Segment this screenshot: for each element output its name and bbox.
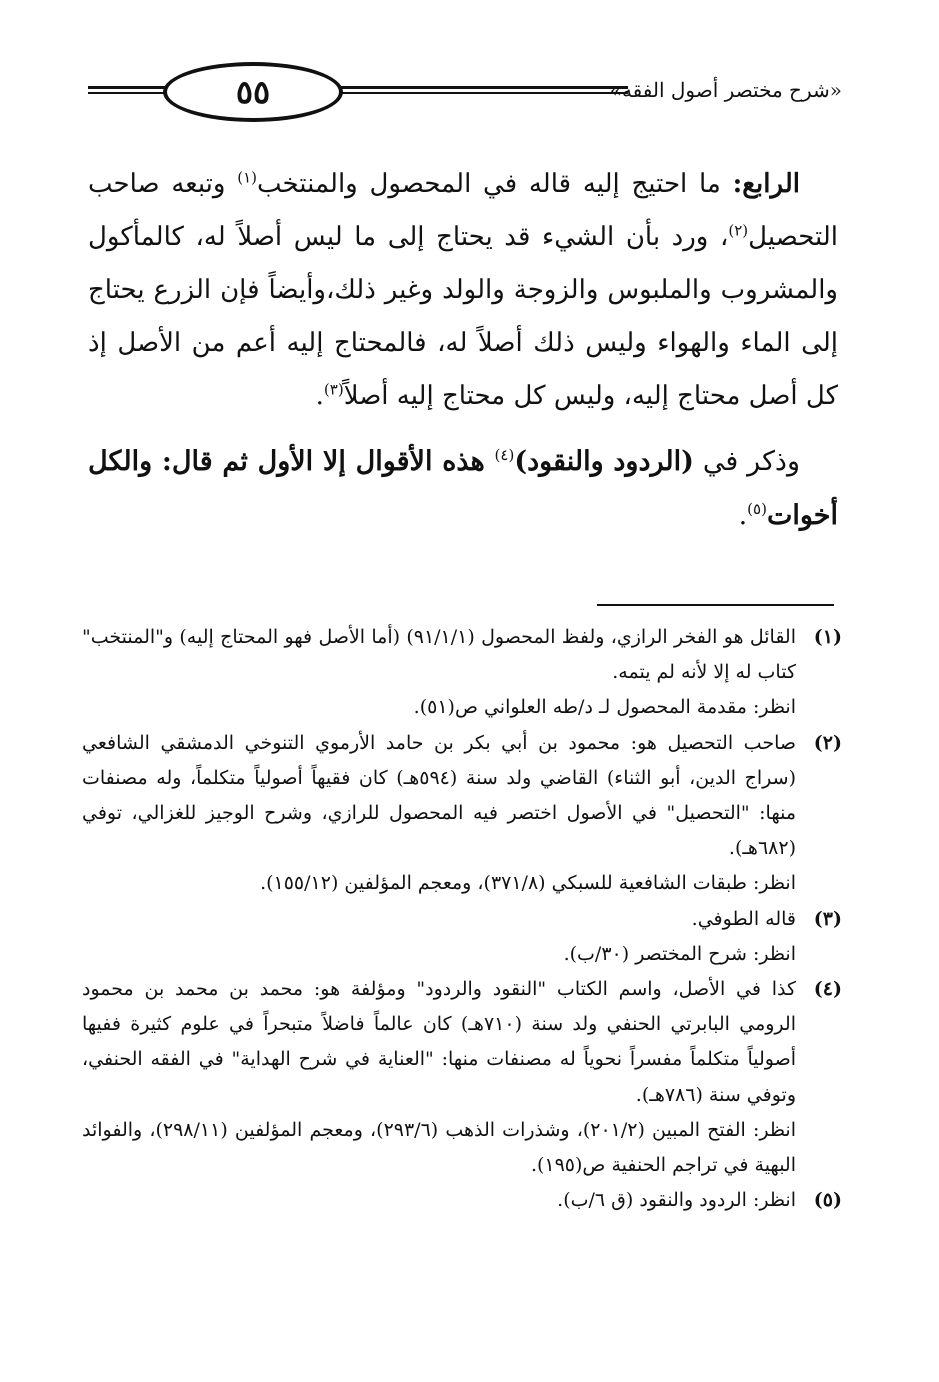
paragraph-text: . — [315, 381, 324, 411]
book-title: (الردود والنقود) — [514, 446, 694, 477]
footnote-line: انظر: مقدمة المحصول لـ د/طه العلواني ص(٥١). — [413, 696, 796, 719]
footnote-5 — [82, 1183, 842, 1218]
footnote-ref-2[interactable]: (٢) — [728, 221, 749, 240]
paragraph-text: . — [738, 500, 748, 531]
footnote-ref-1[interactable]: (١) — [237, 168, 257, 187]
footnote-line: قاله الطوفي. — [691, 907, 796, 930]
paragraph-text: ، ورد بأن الشيء قد يحتاج إلى ما ليس أصلاً له، كالمأكول والمشروب والملبوس والزوجة والولد وغير ذلك،وأيضاً فإن الزرع يحتاج إلى الماء والهواء وليس ذلك أصلاً له، فالمحتاج إليه أعم من الأصل إذ كل أصل محتاج إليه، وليس كل محتاج إليه أصلاً — [88, 222, 838, 411]
footnote-4 — [82, 972, 842, 1183]
footnotes — [82, 620, 842, 1218]
page-number: ٥٥ — [163, 62, 343, 122]
footnote-2 — [82, 726, 842, 902]
footnote-number: (٥) — [813, 1189, 842, 1212]
footnote-number: (٤) — [813, 978, 842, 1001]
footnote-3 — [82, 902, 842, 972]
main-text — [88, 158, 838, 543]
footnote-separator — [597, 604, 834, 606]
footnote-1 — [82, 620, 842, 726]
paragraph-1 — [88, 158, 838, 423]
footnote-number: (٢) — [813, 731, 842, 754]
paragraph-lead: الرابع: — [732, 169, 800, 199]
paragraph-text: هذه الأقوال إلا الأول ثم قال: والكل أخوات — [88, 446, 838, 531]
paragraph-2 — [88, 435, 838, 543]
paragraph-text: وذكر في — [693, 446, 800, 477]
footnote-line: انظر: الفتح المبين (٢٠١/٢)، وشذرات الذهب (٢٩٣/٦)، ومعجم المؤلفين (٢٩٨/١١)، والفوائد البهية في تراجم الحنفية ص(١٩٥). — [82, 1118, 796, 1177]
running-title: «شرح مختصر أصول الفقه» — [609, 78, 842, 102]
footnote-ref-3[interactable]: (٣) — [323, 380, 344, 399]
paragraph-text: ما احتيج إليه قاله في المحصول والمنتخب — [256, 169, 733, 199]
footnote-number: (١) — [813, 626, 842, 648]
footnote-line: انظر: شرح المختصر (٣٠/ب). — [563, 942, 796, 965]
footnote-ref-5[interactable]: (٥) — [747, 500, 767, 518]
footnote-line: انظر: الردود والنقود (ق ٦/ب). — [557, 1189, 796, 1212]
footnote-line: كذا في الأصل، واسم الكتاب "النقود والردود" ومؤلفة هو: محمد بن محمد بن محمود الرومي البابرتي الحنفي ولد سنة (٧١٠هـ) كان عالماً فاضلاً متبحراً في علوم كثيرة ففيها أصولياً متكلماً مفسراً نحوياً له مصنفات منها: "العناية في شرح الهداية" في الفقه الحنفي، وتوفي سنة (٧٨٦هـ). — [82, 978, 796, 1106]
footnote-line: انظر: طبقات الشافعية للسبكي (٣٧١/٨)، ومعجم المؤلفين (١٥٥/١٢). — [260, 872, 796, 895]
footnote-line: صاحب التحصيل هو: محمود بن أبي بكر بن حامد الأرموي التنوخي الدمشقي الشافعي (سراج الدين، أبو الثناء) القاضي ولد سنة (٥٩٤هـ) كان فقيهاً أصولياً متكلماً، وله مصنفات منها: "التحصيل" في الأصول اختصر فيه المحصول للرازي، وشرح الوجيز للغزالي، توفي (٦٨٢هـ). — [82, 731, 796, 860]
footnote-line: القائل هو الفخر الرازي، ولفظ المحصول (٩١/١/١) (أما الأصل فهو المحتاج إليه) و"المنتخب" كتاب له إلا لأنه لم يتمه. — [82, 626, 797, 684]
footnote-number: (٣) — [813, 907, 842, 930]
paragraph-text: وتبعه صاحب التحصيل — [88, 169, 838, 252]
page-header — [88, 60, 842, 140]
footnote-ref-4[interactable]: (٤) — [494, 446, 515, 464]
